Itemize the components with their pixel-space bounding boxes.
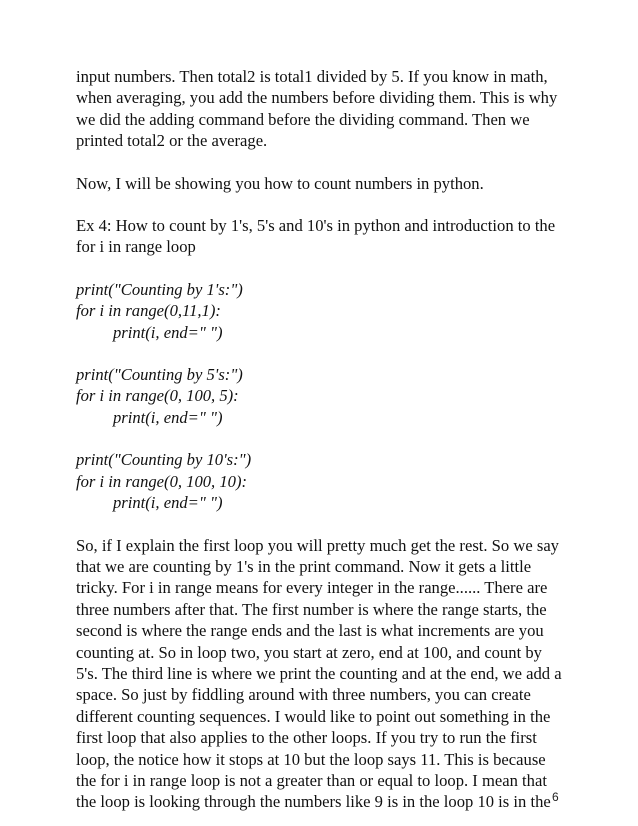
paragraph-gap bbox=[76, 194, 562, 215]
code-block-count-by-1 bbox=[76, 279, 562, 343]
code-print-line: print("Counting by 10's:") bbox=[76, 450, 252, 470]
count-intro-paragraph: Now, I will be showing you how to count numbers in python. bbox=[76, 173, 484, 193]
code-for-line: for i in range(0,11,1): bbox=[76, 301, 221, 321]
code-block-count-by-5 bbox=[76, 364, 562, 428]
page-content bbox=[76, 66, 562, 813]
explanation-paragraph: So, if I explain the first loop you will pretty much get the rest. So we say that we are counting by 1's in the print command. Now it gets a little tricky. For i in range means for every integer in the range...... There are three numbers after that. The first number is where the range starts, the second is where the range ends and the last is what increments are you counting at. So in loop two, you start at zero, end at 100, and count by 5's. The third line is where we print the counting and at the end, we add a space. So just by fiddling around with three numbers, you can create different counting sequences. I would like to point out something in the first loop that also applies to the other loops. If you try to run the first loop, the notice how it stops at 10 but the loop says 11. This is because the for i in range loop is not a greater than or equal to loop. I mean that the loop is looking through the numbers like 9 is in the loop 10 is in the bbox=[76, 535, 562, 812]
paragraph-gap bbox=[76, 514, 562, 535]
code-body-line: print(i, end=" ") bbox=[113, 407, 223, 427]
intro-paragraph: input numbers. Then total2 is total1 divided by 5. If you know in math, when averaging, you add the numbers before dividing them. This is why we did the adding command before the dividing command. Then we printed total2 or the average. bbox=[76, 67, 558, 151]
example-heading: Ex 4: How to count by 1's, 5's and 10's in python and introduction to the for i in range loop bbox=[76, 216, 556, 257]
code-body-line: print(i, end=" ") bbox=[113, 493, 223, 513]
code-print-line: print("Counting by 5's:") bbox=[76, 365, 243, 385]
code-for-line: for i in range(0, 100, 5): bbox=[76, 386, 239, 406]
page-number: 6 bbox=[552, 790, 559, 804]
paragraph-gap bbox=[76, 343, 562, 364]
code-for-line: for i in range(0, 100, 10): bbox=[76, 471, 247, 491]
code-block-count-by-10 bbox=[76, 449, 562, 513]
paragraph-gap bbox=[76, 428, 562, 449]
code-print-line: print("Counting by 1's:") bbox=[76, 279, 243, 299]
code-body-line: print(i, end=" ") bbox=[113, 322, 223, 342]
paragraph-gap bbox=[76, 152, 562, 173]
paragraph-gap bbox=[76, 258, 562, 279]
